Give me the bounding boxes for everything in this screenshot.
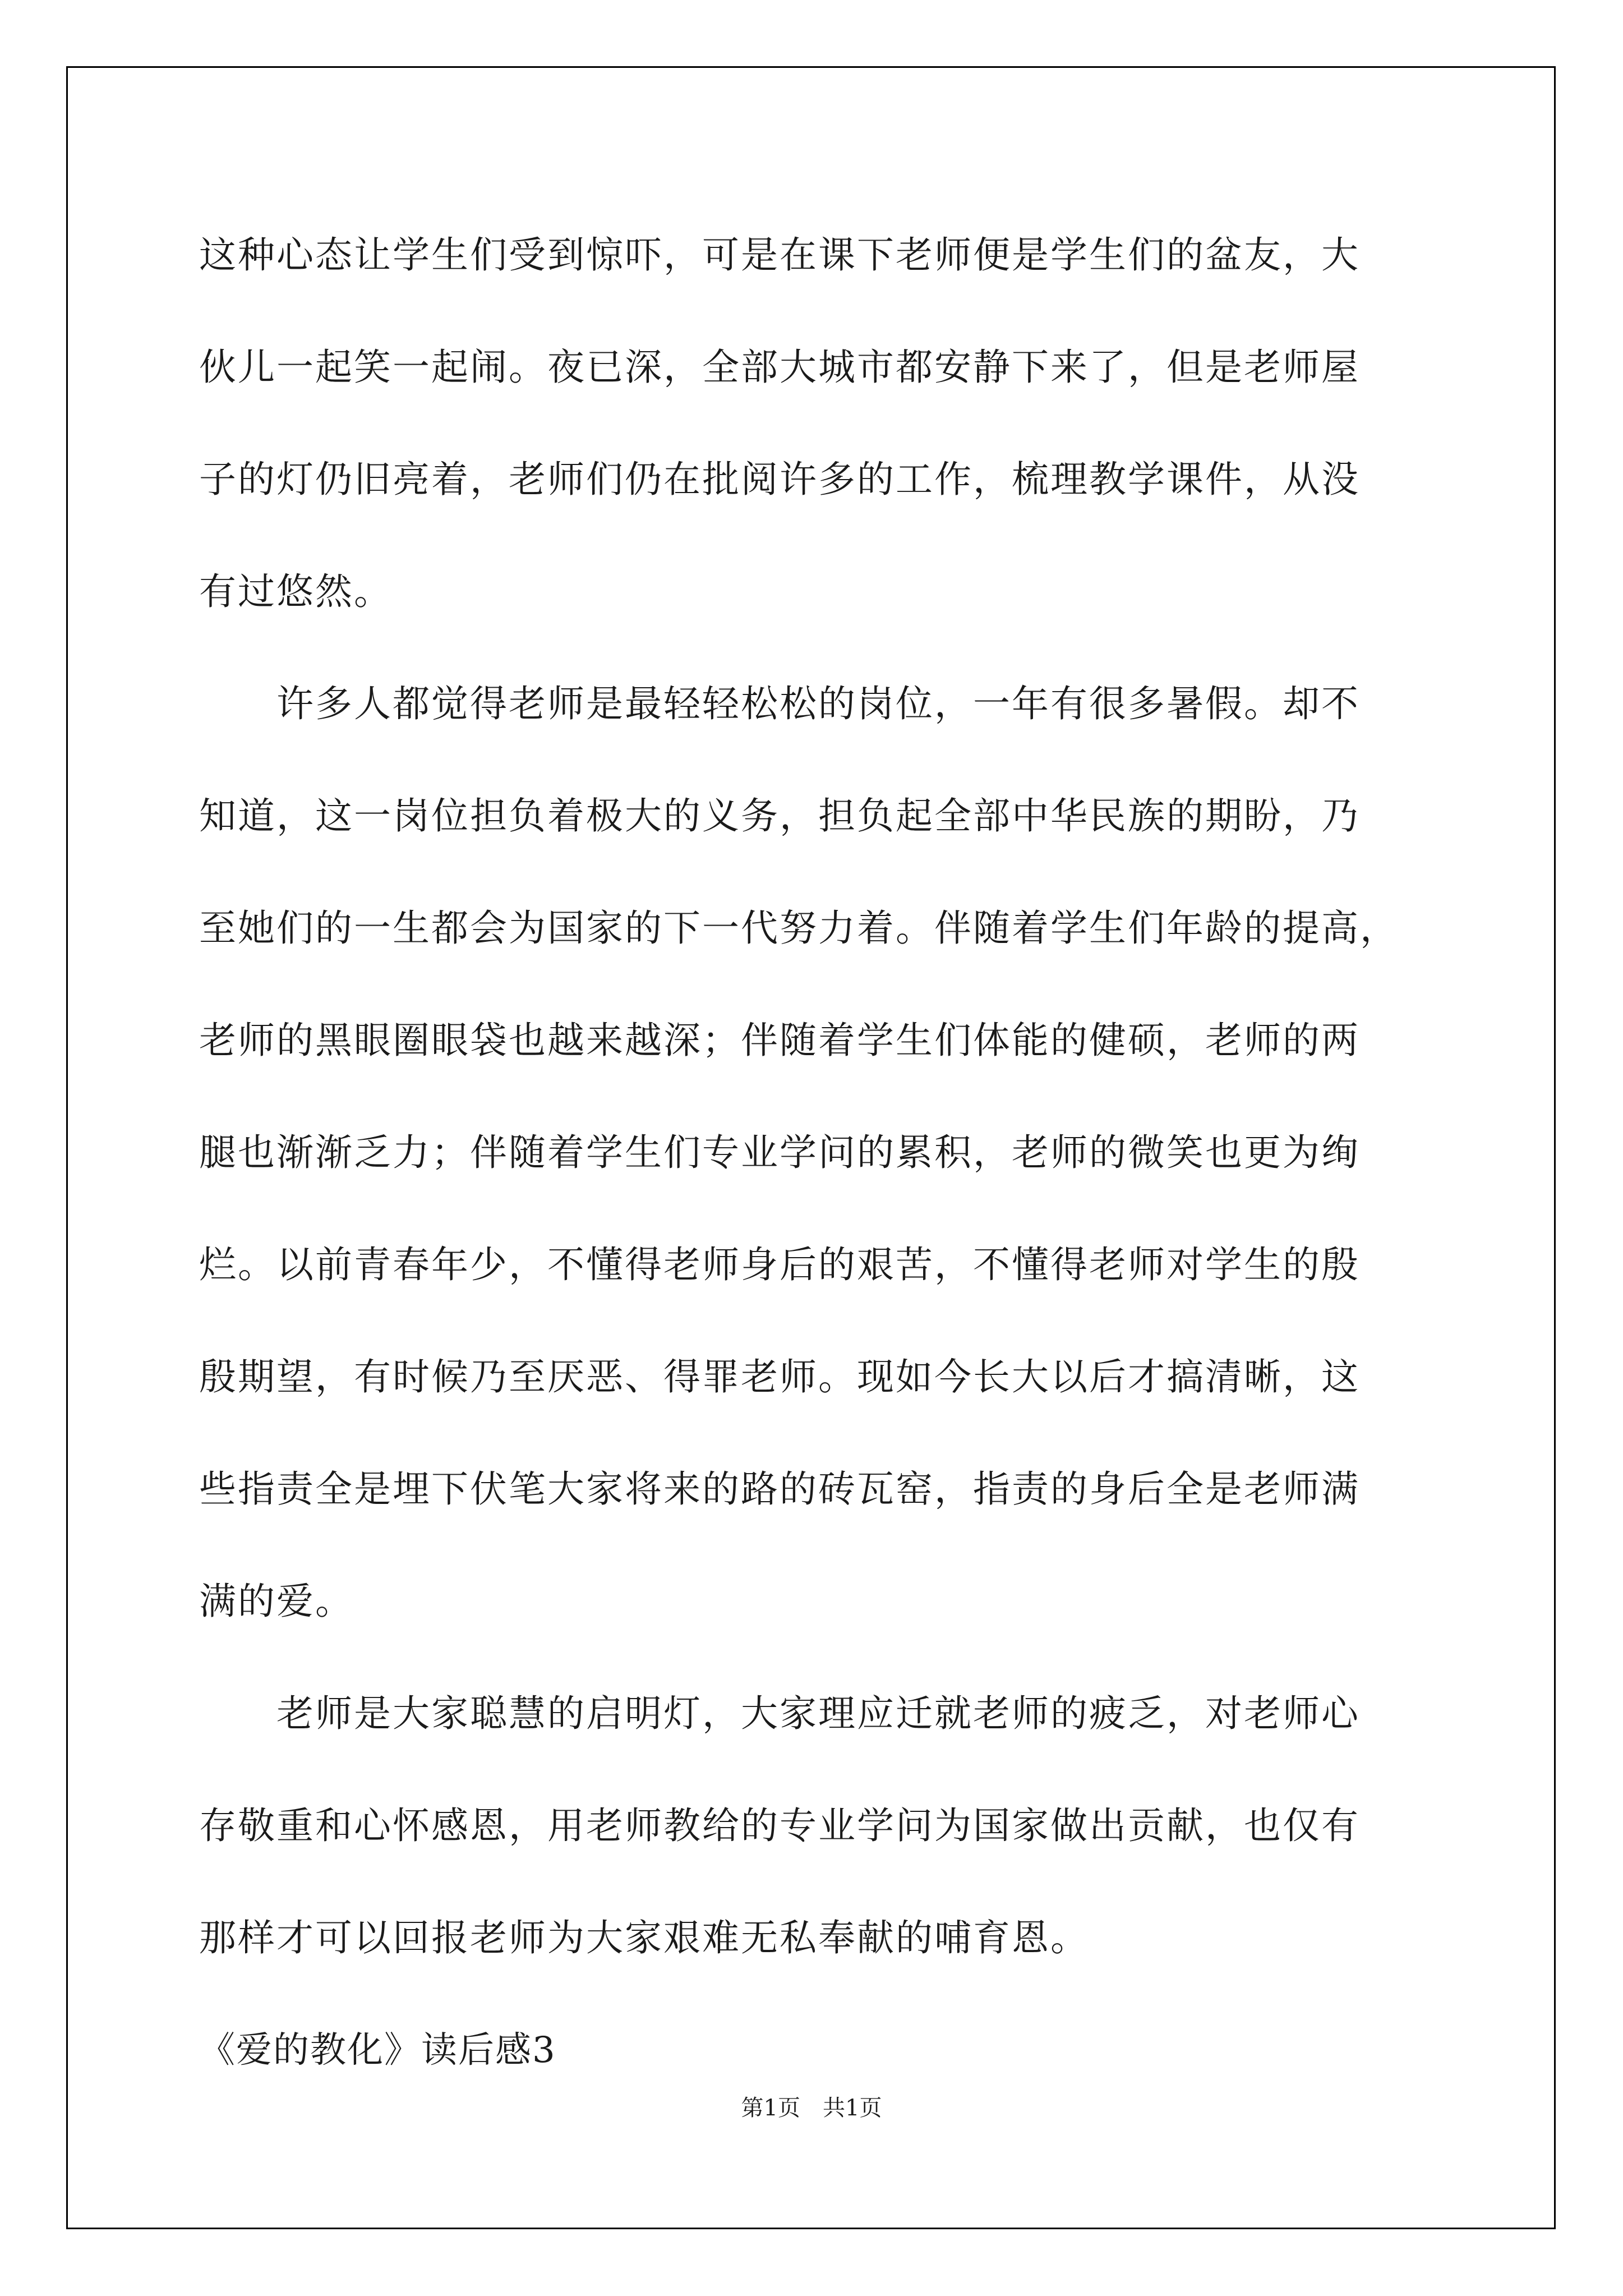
text-line: 这种心态让学生们受到惊吓，可是在课下老师便是学生们的盆友，大 <box>199 233 1360 277</box>
text-line: 伙儿一起笑一起闹。夜已深，全部大城市都安静下来了，但是老师屋 <box>199 346 1360 389</box>
text-line: 老师是大家聪慧的启明灯，大家理应迁就老师的疲乏，对老师心 <box>199 1692 1360 1735</box>
page-footer <box>0 2091 1623 2125</box>
text-line: 些指责全是埋下伏笔大家将来的路的砖瓦窑，指责的身后全是老师满 <box>199 1467 1360 1511</box>
document-body <box>199 199 1422 2106</box>
text-line: 存敬重和心怀感恩，用老师教给的专业学问为国家做出贡献，也仅有 <box>199 1804 1360 1847</box>
text-line: 许多人都觉得老师是最轻轻松松的岗位，一年有很多暑假。却不 <box>199 682 1360 725</box>
text-line: 那样才可以回报老师为大家艰难无私奉献的哺育恩。 <box>199 1916 1089 1959</box>
paragraph-1 <box>199 199 1422 648</box>
text-line: 知道，这一岗位担负着极大的义务，担负起全部中华民族的期盼，乃 <box>199 794 1360 838</box>
page-number: 第1页 <box>741 2095 800 2121</box>
paragraph-2 <box>199 648 1422 1658</box>
page-count: 共1页 <box>823 2095 882 2121</box>
paragraph-3 <box>199 1658 1422 1994</box>
text-line: 殷期望，有时候乃至厌恶、得罪老师。现如今长大以后才搞清晰，这 <box>199 1355 1360 1398</box>
text-line: 老师的黑眼圈眼袋也越来越深；伴随着学生们体能的健硕，老师的两 <box>199 1019 1360 1062</box>
text-line: 子的灯仍旧亮着，老师们仍在批阅许多的工作，梳理教学课件，从没 <box>199 458 1360 501</box>
text-line: 至她们的一生都会为国家的下一代努力着。伴随着学生们年龄的提高， <box>199 907 1399 950</box>
section-heading: 《爱的教化》读后感3 <box>199 2030 556 2071</box>
text-line: 满的爱。 <box>199 1580 354 1623</box>
text-line: 有过悠然。 <box>199 570 393 613</box>
text-line: 腿也渐渐乏力；伴随着学生们专业学问的累积，老师的微笑也更为绚 <box>199 1131 1360 1174</box>
text-line: 烂。以前青春年少，不懂得老师身后的艰苦，不懂得老师对学生的殷 <box>199 1243 1360 1286</box>
